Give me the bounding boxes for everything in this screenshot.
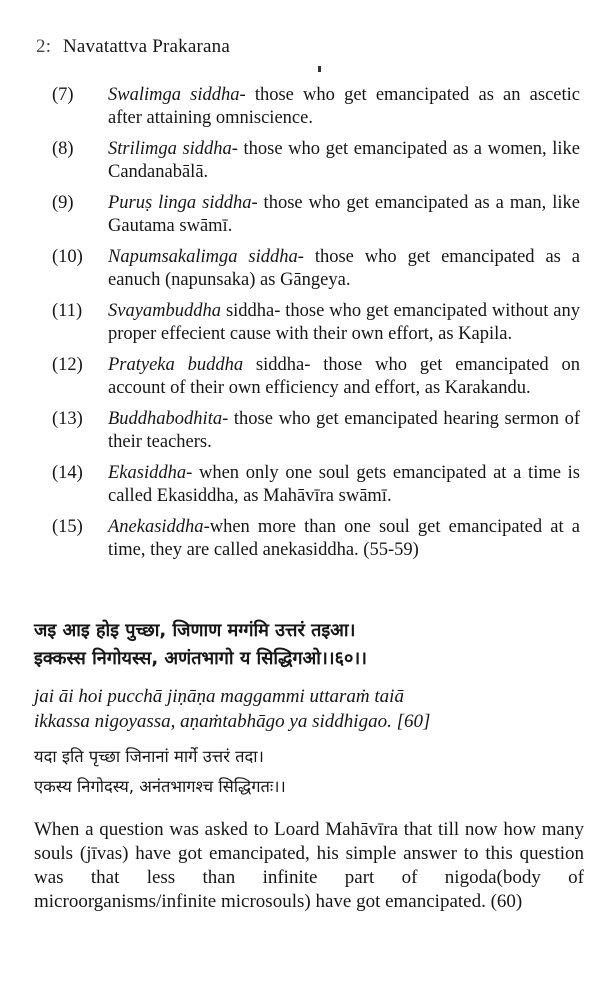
item-text <box>108 300 580 346</box>
explanation-paragraph: When a question was asked to Loard Mahāvīra that till now how many souls (jīvas) have got emancipated, his simple answer to this question was that less than infinite part of nigoda(body of microorganisms/infinite microsouls) have got emancipated. (60) <box>34 819 584 912</box>
list-item <box>0 516 600 562</box>
item-term: Swalimga siddha <box>108 85 240 105</box>
item-term: Pratyeka buddha <box>108 355 244 375</box>
transliteration-line-1: jai āi hoi pucchā jiṇāṇa maggammi uttaraṁ taiā <box>34 686 404 707</box>
item-term: Napumsakalimga siddha <box>108 247 298 267</box>
item-text <box>108 462 580 508</box>
item-number: (8) <box>52 139 74 159</box>
item-term: Svayambuddha <box>108 301 222 321</box>
list-item <box>0 462 600 508</box>
list-item <box>0 354 600 400</box>
item-description: - those who get emancipated as a eanuch (napunsaka) as Gāngeya. <box>108 247 580 290</box>
item-term: Ekasiddha <box>108 463 187 483</box>
item-term: Puruṣ linga siddha <box>108 193 252 213</box>
header-title: Navatattva Prakarana <box>62 36 230 57</box>
item-number: (10) <box>52 247 83 267</box>
item-description: siddha- those who get emancipated without any proper effecient cause with their own effort, as Kapila. <box>108 301 580 344</box>
list-item <box>0 300 600 346</box>
ink-mark <box>318 66 321 72</box>
item-number: (9) <box>52 193 74 213</box>
transliteration <box>34 684 594 734</box>
item-number: (11) <box>52 301 83 321</box>
item-text <box>108 192 580 238</box>
transliteration-line-2: ikkassa nigoyassa, aṇaṁtabhāgo ya siddhigao. [60] <box>34 711 431 732</box>
item-term: Anekasiddha <box>108 517 204 537</box>
item-description: - when only one soul gets emancipated at a time is called Ekasiddha, as Mahāvīra swāmī. <box>108 463 580 506</box>
item-number: (13) <box>52 409 83 429</box>
sanskrit-line-2: एकस्य निगोदस्य, अनंतभागश्च सिद्धिगतः।। <box>34 777 286 796</box>
item-text <box>108 246 580 292</box>
item-text <box>108 84 580 130</box>
list-item <box>0 246 600 292</box>
item-number: (15) <box>52 517 83 537</box>
sanskrit-line-1: यदा इति पृच्छा जिनानां मार्गे उत्तरं तदा। <box>34 747 264 766</box>
item-description: - those who get emancipated as an ascetic after attaining omniscience. <box>108 85 581 128</box>
item-text <box>108 354 580 400</box>
item-description: - those who get emancipated hearing sermon of their teachers. <box>108 409 580 452</box>
item-description: - those who get emancipated as a man, like Gautama swāmī. <box>108 193 580 236</box>
list-item <box>0 192 600 238</box>
item-number: (7) <box>52 85 74 105</box>
siddha-list <box>0 84 600 570</box>
list-item <box>0 84 600 130</box>
item-description: siddha- those who get emancipated on account of their own efficiency and effort, as Karakandu. <box>108 355 580 398</box>
item-term: Buddhabodhita <box>108 409 223 429</box>
prakrit-verse-line-1: जइ आइ होइ पुच्छा, जिणाण मग्गंमि उत्तरं तइआ। <box>34 620 356 641</box>
item-text <box>108 138 580 184</box>
item-number: (14) <box>52 463 83 483</box>
item-term: Strilimga siddha <box>108 139 232 159</box>
item-number: (12) <box>52 355 83 375</box>
list-item <box>0 138 600 184</box>
item-text <box>108 408 580 454</box>
item-description: -when more than one soul get emancipated at a time, they are called anekasiddha. (55-59) <box>108 517 580 560</box>
running-header <box>36 36 230 58</box>
item-text <box>108 516 580 562</box>
prakrit-verse-line-2: इक्कस्स निगोयस्स, अणंतभागो य सिद्धिगओ।।६०।। <box>34 648 367 669</box>
item-description: - those who get emancipated as a women, like Candanabālā. <box>108 139 580 182</box>
page-number: 2: <box>36 36 52 57</box>
list-item <box>0 408 600 454</box>
